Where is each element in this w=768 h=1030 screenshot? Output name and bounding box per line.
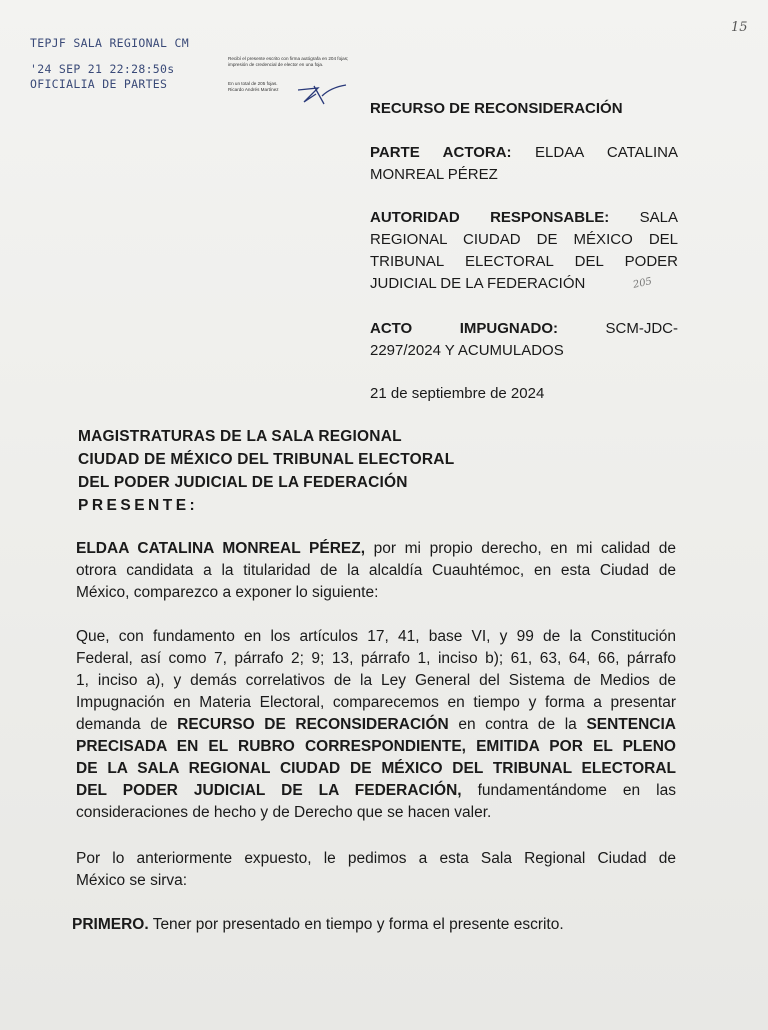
reception-stamp xyxy=(30,36,189,92)
parte-actora-line-1 xyxy=(370,142,678,164)
parte-actora-name-2: MONREAL PÉREZ xyxy=(370,166,498,183)
paragraph-2-text-5c: en contra de la xyxy=(458,716,577,733)
addressee-presente: PRESENTE: xyxy=(78,497,199,514)
paragraph-3 xyxy=(76,848,676,892)
parte-actora-label: PARTE ACTORA: xyxy=(370,144,512,161)
actor-name: ELDAA CATALINA MONREAL PÉREZ, xyxy=(76,540,366,557)
document-date: 21 de septiembre de 2024 xyxy=(370,385,545,402)
stamp-line-1: TEPJF SALA REGIONAL CM xyxy=(30,36,189,50)
autoridad-label: AUTORIDAD RESPONSABLE: xyxy=(370,209,610,226)
addressee-line-2: CIUDAD DE MÉXICO DEL TRIBUNAL ELECTORAL xyxy=(78,451,455,468)
paragraph-1-line-1 xyxy=(76,538,676,560)
acto-block xyxy=(370,318,678,362)
paragraph-2-text-5a: demanda de xyxy=(76,716,168,733)
paragraph-1-line-2: otrora candidata a la titularidad de la alcaldía Cuauhtémoc, en esta Ciudad de xyxy=(76,562,676,579)
receipt-text-3: Ricardo Andrés Martínez xyxy=(228,86,279,92)
acto-label: ACTO IMPUGNADO: xyxy=(370,320,559,337)
paragraph-3-line-2: México se sirva: xyxy=(76,872,188,889)
primero-text: Tener por presentado en tiempo y forma el presente escrito. xyxy=(152,916,564,933)
page-number: 15 xyxy=(731,20,748,35)
paragraph-2-line-7: DE LA SALA REGIONAL CIUDAD DE MÉXICO DEL TRIBUNAL ELECTORAL xyxy=(76,760,676,777)
receipt-text-2: En un total de 205 fojas. xyxy=(228,81,278,87)
autoridad-line-1 xyxy=(370,207,678,229)
acto-line-1 xyxy=(370,318,678,340)
recurso-emphasis: RECURSO DE RECONSIDERACIÓN xyxy=(177,716,449,733)
parte-actora-name-1: ELDAA CATALINA xyxy=(535,144,678,161)
paragraph-2-line-4: Impugnación en Materia Electoral, comparecemos en tiempo y forma a presentar xyxy=(76,694,676,711)
addressee-block xyxy=(78,425,454,517)
signature-mark xyxy=(296,82,348,108)
paragraph-2-line-9: consideraciones de hecho y de Derecho que se hacen valer. xyxy=(76,804,492,821)
parte-actora-block xyxy=(370,142,678,186)
paragraph-1 xyxy=(76,538,676,604)
primero-label: PRIMERO. xyxy=(72,916,149,933)
paragraph-4-line-1 xyxy=(72,914,672,936)
sentencia-emphasis: SENTENCIA xyxy=(586,716,677,733)
paragraph-2-line-2: Federal, así como 7, párrafo 2; 9; 13, párrafo 1, inciso b); 61, 63, 64, 66, párrafo xyxy=(76,650,676,667)
stamp-line-3: OFICIALIA DE PARTES xyxy=(30,77,168,91)
paragraph-2-text-8a: DEL PODER JUDICIAL DE LA FEDERACIÓN, xyxy=(76,782,462,799)
autoridad-text-3: TRIBUNAL ELECTORAL DEL PODER xyxy=(370,253,678,270)
paragraph-1-text-1: por mi propio derecho, en mi calidad de xyxy=(373,540,677,557)
autoridad-text-1: SALA xyxy=(639,209,678,226)
autoridad-text-4: JUDICIAL DE LA FEDERACIÓN xyxy=(370,275,586,292)
autoridad-text-2: REGIONAL CIUDAD DE MÉXICO DEL xyxy=(370,231,678,248)
paragraph-2-line-6: PRECISADA EN EL RUBRO CORRESPONDIENTE, EMITIDA POR EL PLENO xyxy=(76,738,676,755)
receipt-text-1: Recibí el presente escrito con firma autógrafa en 204 fojas; impresión de credencial de elector en una foja. xyxy=(228,56,349,67)
acto-text-1: SCM-JDC- xyxy=(605,320,678,337)
margin-note: 205 xyxy=(632,276,654,291)
paragraph-2-line-1: Que, con fundamento en los artículos 17, 41, base VI, y 99 de la Constitución xyxy=(76,628,676,645)
document-title: RECURSO DE RECONSIDERACIÓN xyxy=(370,100,623,117)
paragraph-3-line-1: Por lo anteriormente expuesto, le pedimos a esta Sala Regional Ciudad de xyxy=(76,850,676,867)
stamp-line-2: '24 SEP 21 22:28:50s xyxy=(30,62,175,76)
paragraph-2 xyxy=(76,626,676,824)
acto-text-2: 2297/2024 Y ACUMULADOS xyxy=(370,342,564,359)
paragraph-2-line-5 xyxy=(76,714,676,736)
addressee-line-1: MAGISTRATURAS DE LA SALA REGIONAL xyxy=(78,428,402,445)
paragraph-2-line-8 xyxy=(76,780,676,802)
paragraph-4 xyxy=(72,914,672,936)
paragraph-1-line-3: México, comparezco a exponer lo siguiente: xyxy=(76,584,379,601)
addressee-line-3: DEL PODER JUDICIAL DE LA FEDERACIÓN xyxy=(78,474,408,491)
paragraph-2-text-8b: fundamentándome en las xyxy=(477,782,676,799)
paragraph-2-line-3: 1, inciso a), y demás correlativos de la Ley General del Sistema de Medios de xyxy=(76,672,676,689)
